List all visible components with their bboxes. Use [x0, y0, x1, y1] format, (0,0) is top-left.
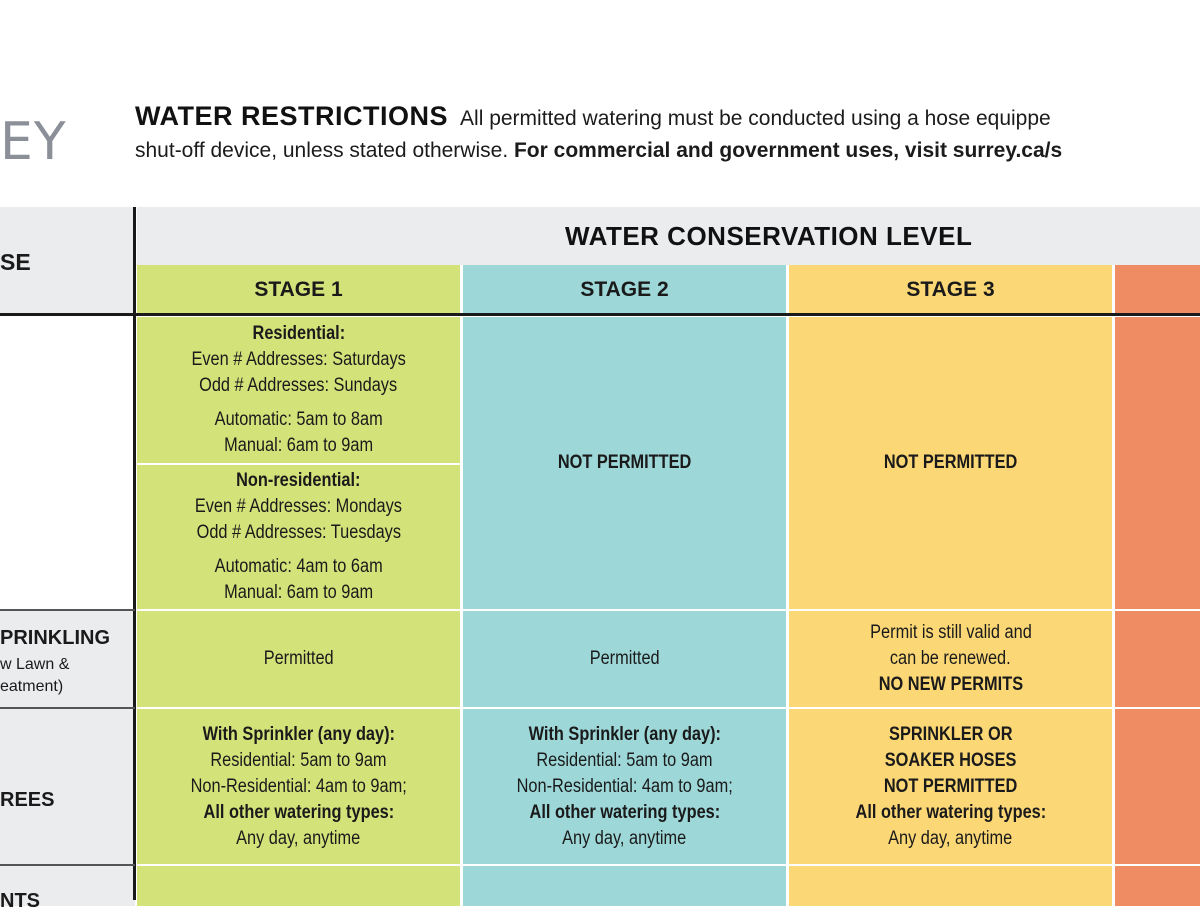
stage-1-nonresidential-hours: Non-Residential: 4am to 9am;: [190, 775, 407, 797]
use-row4-cell: [0, 866, 135, 912]
stage-1-other-types: All other watering types:: [203, 801, 394, 823]
stage-2-residential-hours: Residential: 5am to 9am: [536, 749, 713, 771]
use-row2-divider: [0, 707, 135, 709]
stage-2-nonresidential-hours: Non-Residential: 4am to 9am;: [516, 775, 733, 797]
stage-1-header: STAGE 1: [137, 265, 460, 315]
stage-3-row1-cell: [789, 317, 1112, 609]
stage-3-not-permitted: NOT PERMITTED: [883, 452, 1018, 473]
stage-3-no-new-permits: NO NEW PERMITS: [878, 674, 1023, 695]
stage-1-sprinkler: With Sprinkler (any day):: [202, 723, 395, 745]
residential-odd: Odd # Addresses: Sundays: [199, 375, 398, 396]
stage-4-row3-cell: [1115, 709, 1200, 864]
restrictions-header: [135, 96, 1200, 176]
stage-3-sprinkler-or: SPRINKLER OR: [888, 723, 1013, 745]
nonresidential-automatic: Automatic: 4am to 6am: [214, 556, 383, 577]
stage-2-row1-cell: [463, 317, 786, 609]
stage-2-not-permitted: NOT PERMITTED: [557, 452, 692, 473]
stage-1-anytime: Any day, anytime: [236, 827, 361, 849]
stage-3-row2-cell: [789, 611, 1112, 707]
level-header: [137, 207, 1200, 265]
stage-3-header: STAGE 3: [789, 265, 1112, 315]
residential-heading: Residential:: [252, 323, 345, 344]
stage-2-permitted: Permitted: [589, 648, 660, 669]
intro-text-line2: shut-off device, unless stated otherwise.: [135, 139, 514, 162]
intro-text-line1: All permitted watering must be conducted using a hose equippe: [460, 107, 1051, 130]
use-row4-label: NTS: [0, 890, 40, 912]
page-title: WATER RESTRICTIONS: [135, 101, 449, 131]
stage-1-nonresidential-cell: [137, 465, 460, 609]
stage-2-row2-cell: [463, 611, 786, 707]
stage-1-permitted: Permitted: [263, 648, 334, 669]
residential-manual: Manual: 6am to 9am: [224, 435, 373, 456]
nonresidential-heading: Non-residential:: [236, 470, 361, 491]
stage-3-renewed: can be renewed.: [890, 648, 1011, 669]
stage-1-row4-cell: [137, 866, 460, 906]
stage-3-row3-cell: [789, 709, 1112, 864]
restrictions-table: [0, 207, 1200, 912]
nonresidential-manual: Manual: 6am to 9am: [224, 582, 373, 603]
stage-2-row3-cell: [463, 709, 786, 864]
stage-2-anytime: Any day, anytime: [562, 827, 687, 849]
stage-3-anytime: Any day, anytime: [888, 827, 1013, 849]
nonresidential-odd: Odd # Addresses: Tuesdays: [196, 522, 401, 543]
residential-automatic: Automatic: 5am to 8am: [214, 409, 383, 430]
use-row2-sub2: eatment): [0, 678, 64, 695]
level-header-label: WATER CONSERVATION LEVEL: [565, 221, 973, 251]
stage-1-residential-hours: Residential: 5am to 9am: [210, 749, 387, 771]
stage-2-sprinkler: With Sprinkler (any day):: [528, 723, 721, 745]
stage-2-other-types: All other watering types:: [529, 801, 720, 823]
stage-2-row4-cell: [463, 866, 786, 906]
stage-3-other-types: All other watering types:: [855, 801, 1046, 823]
stage-3-soaker-hoses: SOAKER HOSES: [884, 749, 1017, 771]
surrey-logo: EY: [0, 112, 67, 172]
nonresidential-even: Even # Addresses: Mondays: [194, 496, 403, 517]
use-row3-label: REES: [0, 789, 55, 811]
commercial-link-text[interactable]: For commercial and government uses, visit surrey.ca/s: [513, 139, 1063, 162]
residential-even: Even # Addresses: Saturdays: [191, 349, 406, 370]
stage-3-permit-valid: Permit is still valid and: [869, 622, 1032, 643]
stage-4-row1-cell: [1115, 317, 1200, 609]
use-header-label: SE: [0, 249, 31, 275]
stage-1-row3-cell: [137, 709, 460, 864]
use-row2-sub1: w Lawn &: [0, 656, 70, 673]
stage-2-header: STAGE 2: [463, 265, 786, 315]
stage-4-row4-cell: [1115, 866, 1200, 906]
stage-3-not-permitted-hoses: NOT PERMITTED: [883, 775, 1018, 797]
use-row1-divider: [0, 609, 135, 611]
use-column-header: [0, 207, 135, 315]
stage-1-row2-cell: [137, 611, 460, 707]
use-row2-cell: [0, 611, 135, 707]
use-row3-cell: [0, 709, 135, 864]
use-row3-divider: [0, 864, 135, 866]
header-divider: [0, 313, 1200, 316]
stage-4-row2-cell: [1115, 611, 1200, 707]
use-row2-label: PRINKLING: [0, 627, 110, 649]
stage-3-row4-cell: [789, 866, 1112, 906]
stage-1-residential-cell: [137, 317, 460, 463]
stage-4-header: [1115, 265, 1200, 315]
use-column-divider: [133, 207, 136, 900]
